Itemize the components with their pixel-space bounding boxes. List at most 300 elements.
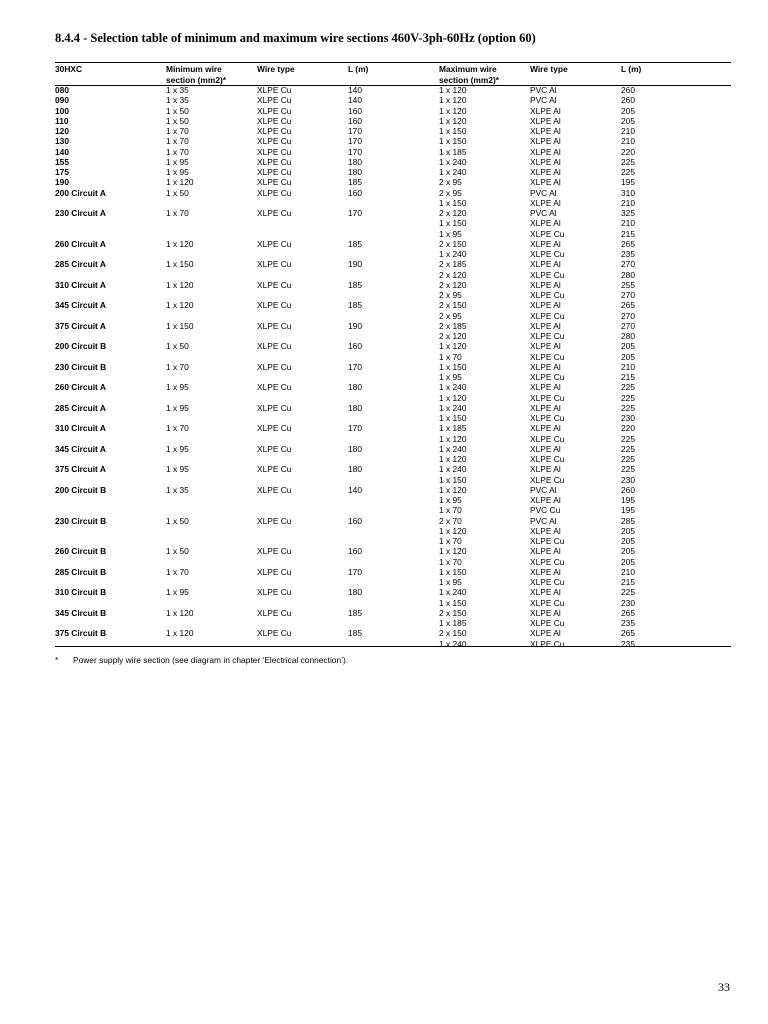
min-section-cell: 1 x 70 xyxy=(166,146,189,157)
max-wire-type-cell: XLPE Al xyxy=(530,126,561,136)
max-section-cell: 2 x 95 xyxy=(439,177,462,188)
max-length-cell: 265 xyxy=(621,300,635,311)
max-section-cell: 1 x 240 xyxy=(439,382,467,393)
min-length-cell: 180 xyxy=(348,382,362,393)
wire-section-table xyxy=(55,64,731,649)
max-wire-type-cell: XLPE Al xyxy=(530,177,561,188)
min-section-cell xyxy=(166,331,257,341)
max-length-cell: 260 xyxy=(621,85,635,95)
min-section-cell: 1 x 70 xyxy=(166,208,189,218)
max-section-cell: 2 x 185 xyxy=(439,259,467,270)
model-cell xyxy=(55,505,166,515)
min-wire-type-cell: XLPE Cu xyxy=(257,382,292,393)
min-length-cell: 190 xyxy=(348,259,362,270)
min-section-cell: 1 x 70 xyxy=(166,136,189,147)
table-row xyxy=(55,218,731,228)
header-max-length: L (m) xyxy=(621,64,642,74)
min-length-cell xyxy=(348,536,439,546)
max-section-cell: 2 x 185 xyxy=(439,320,467,331)
max-section-cell: 1 x 70 xyxy=(439,536,462,546)
table-row xyxy=(55,495,731,505)
table-row xyxy=(55,413,731,423)
table-body xyxy=(55,85,731,649)
model-cell: 375 Circuit B xyxy=(55,628,107,639)
model-cell: 310 Circuit A xyxy=(55,279,106,290)
max-section-cell: 2 x 150 xyxy=(439,238,467,249)
min-section-cell xyxy=(166,577,257,587)
min-length-cell: 170 xyxy=(348,361,362,372)
max-section-cell: 1 x 120 xyxy=(439,454,467,464)
min-wire-type-cell xyxy=(257,475,348,485)
model-cell: 375 Circuit A xyxy=(55,320,106,331)
min-wire-type-cell xyxy=(257,639,348,649)
table-row xyxy=(55,546,731,556)
min-length-cell xyxy=(348,526,439,536)
min-length-cell: 180 xyxy=(348,156,362,167)
max-wire-type-cell: XLPE Al xyxy=(530,279,561,290)
max-length-cell: 205 xyxy=(621,525,635,536)
max-wire-type-cell: PVC Al xyxy=(530,85,557,95)
min-length-cell: 160 xyxy=(348,515,362,526)
min-section-cell xyxy=(166,249,257,259)
max-length-cell: 230 xyxy=(621,413,635,423)
min-wire-type-cell: XLPE Cu xyxy=(257,443,292,454)
max-section-cell: 1 x 240 xyxy=(439,638,467,649)
min-length-cell xyxy=(348,639,439,649)
max-length-cell: 205 xyxy=(621,351,635,362)
table-row xyxy=(55,249,731,259)
max-section-cell: 2 x 95 xyxy=(439,310,462,321)
max-length-cell: 265 xyxy=(621,628,635,639)
max-length-cell: 265 xyxy=(621,607,635,618)
min-wire-type-cell xyxy=(257,331,348,341)
model-cell: 260 Circuit A xyxy=(55,382,106,393)
min-length-cell: 185 xyxy=(348,628,362,639)
max-length-cell: 280 xyxy=(621,331,635,341)
section-title: 8.4.4 - Selection table of minimum and maximum wire sections 460V-3ph-60Hz (option 60) xyxy=(55,31,536,45)
min-wire-type-cell: XLPE Cu xyxy=(257,187,292,198)
max-section-cell: 1 x 185 xyxy=(439,618,467,628)
model-cell: 100 xyxy=(55,105,69,116)
min-section-cell: 1 x 35 xyxy=(166,484,189,495)
max-length-cell: 205 xyxy=(621,556,635,567)
max-length-cell: 225 xyxy=(621,464,635,475)
min-section-cell xyxy=(166,557,257,567)
min-length-cell xyxy=(348,372,439,382)
max-section-cell: 1 x 150 xyxy=(439,197,467,208)
max-wire-type-cell: XLPE Al xyxy=(530,197,561,208)
min-length-cell: 170 xyxy=(348,423,362,434)
min-length-cell: 140 xyxy=(348,95,362,106)
min-section-cell: 1 x 70 xyxy=(166,566,189,577)
min-wire-type-cell xyxy=(257,434,348,444)
model-cell: 200 Circuit B xyxy=(55,484,107,495)
max-wire-type-cell: XLPE Al xyxy=(530,546,561,557)
min-section-cell: 1 x 95 xyxy=(166,443,189,454)
header-bottom-rule xyxy=(55,85,731,86)
min-length-cell: 170 xyxy=(348,146,362,157)
max-length-cell: 205 xyxy=(621,115,635,126)
max-length-cell: 205 xyxy=(621,536,635,546)
model-cell: 345 Circuit A xyxy=(55,300,106,311)
min-wire-type-cell: XLPE Cu xyxy=(257,515,292,526)
table-row xyxy=(55,403,731,413)
max-length-cell: 230 xyxy=(621,474,635,485)
min-section-cell: 1 x 120 xyxy=(166,607,194,618)
max-length-cell: 220 xyxy=(621,146,635,157)
min-section-cell: 1 x 120 xyxy=(166,628,194,639)
max-wire-type-cell: XLPE Al xyxy=(530,136,561,147)
model-cell: 310 Circuit A xyxy=(55,423,106,434)
max-length-cell: 255 xyxy=(621,279,635,290)
min-length-cell xyxy=(348,598,439,608)
max-length-cell: 195 xyxy=(621,177,635,188)
min-length-cell xyxy=(348,454,439,464)
header-max-wire-type: Wire type xyxy=(530,64,568,74)
min-length-cell xyxy=(348,505,439,515)
max-length-cell: 235 xyxy=(621,249,635,259)
model-cell: 285 Circuit A xyxy=(55,402,106,413)
max-wire-type-cell: XLPE Cu xyxy=(530,310,565,321)
min-wire-type-cell xyxy=(257,577,348,587)
model-cell xyxy=(55,290,166,300)
max-length-cell: 285 xyxy=(621,515,635,526)
max-length-cell: 225 xyxy=(621,454,635,464)
min-wire-type-cell: XLPE Cu xyxy=(257,177,292,188)
table-row xyxy=(55,567,731,577)
header-min-wire-type-line2 xyxy=(257,75,348,86)
table-row xyxy=(55,85,731,95)
model-cell: 090 xyxy=(55,95,69,106)
max-section-cell: 1 x 120 xyxy=(439,392,467,403)
min-length-cell: 180 xyxy=(348,167,362,177)
max-length-cell: 205 xyxy=(621,105,635,116)
min-section-cell: 1 x 120 xyxy=(166,238,194,249)
min-length-cell: 160 xyxy=(348,546,362,557)
min-section-cell xyxy=(166,413,257,423)
max-wire-type-cell: XLPE Cu xyxy=(530,228,565,239)
min-length-cell xyxy=(348,352,439,362)
min-section-cell xyxy=(166,352,257,362)
model-cell: 285 Circuit B xyxy=(55,566,107,577)
model-cell xyxy=(55,352,166,362)
max-wire-type-cell: XLPE Al xyxy=(530,607,561,618)
table-row xyxy=(55,300,731,310)
max-length-cell: 235 xyxy=(621,638,635,649)
max-length-cell: 210 xyxy=(621,218,635,229)
max-section-cell: 1 x 150 xyxy=(439,218,467,229)
min-section-cell xyxy=(166,434,257,444)
min-section-cell: 1 x 150 xyxy=(166,320,194,331)
max-wire-type-cell: XLPE Al xyxy=(530,628,561,639)
min-length-cell: 170 xyxy=(348,208,362,218)
max-wire-type-cell: XLPE Al xyxy=(530,238,561,249)
max-wire-type-cell: PVC Al xyxy=(530,187,557,198)
min-wire-type-cell xyxy=(257,198,348,208)
page-number: 33 xyxy=(718,980,730,994)
min-wire-type-cell xyxy=(257,454,348,464)
min-section-cell: 1 x 50 xyxy=(166,546,189,557)
max-section-cell: 1 x 70 xyxy=(439,505,462,516)
max-wire-type-cell: XLPE Al xyxy=(530,423,561,434)
min-length-cell xyxy=(348,270,439,280)
max-wire-type-cell: XLPE Cu xyxy=(530,351,565,362)
max-section-cell: 2 x 150 xyxy=(439,607,467,618)
min-length-cell xyxy=(348,413,439,423)
header-max-wire-type-line2 xyxy=(530,75,621,86)
max-section-cell: 1 x 240 xyxy=(439,443,467,454)
max-section-cell: 1 x 120 xyxy=(439,95,467,106)
model-cell: 155 xyxy=(55,156,69,167)
table-row xyxy=(55,116,731,126)
max-wire-type-cell: XLPE Al xyxy=(530,464,561,475)
max-wire-type-cell: XLPE Cu xyxy=(530,392,565,403)
max-length-cell: 280 xyxy=(621,269,635,280)
model-cell xyxy=(55,536,166,546)
min-wire-type-cell: XLPE Cu xyxy=(257,423,292,434)
min-wire-type-cell: XLPE Cu xyxy=(257,105,292,116)
footnote xyxy=(55,655,348,665)
max-wire-type-cell: XLPE Cu xyxy=(530,577,565,587)
footnote-text: Power supply wire section (see diagram in chapter ‘Electrical connection’). xyxy=(73,655,349,665)
table-row xyxy=(55,505,731,515)
min-length-cell: 140 xyxy=(348,85,362,95)
table-row xyxy=(55,198,731,208)
min-length-cell: 185 xyxy=(348,177,362,188)
model-cell xyxy=(55,454,166,464)
min-wire-type-cell: XLPE Cu xyxy=(257,587,292,598)
min-length-cell xyxy=(348,557,439,567)
model-cell xyxy=(55,249,166,259)
max-wire-type-cell: XLPE Al xyxy=(530,566,561,577)
min-wire-type-cell: XLPE Cu xyxy=(257,484,292,495)
max-section-cell: 1 x 95 xyxy=(439,577,462,587)
max-section-cell: 1 x 70 xyxy=(439,351,462,362)
max-section-cell: 1 x 150 xyxy=(439,474,467,485)
min-wire-type-cell: XLPE Cu xyxy=(257,546,292,557)
header-max-section: Maximum wire xyxy=(439,64,497,74)
min-section-cell: 1 x 120 xyxy=(166,177,194,188)
table-row xyxy=(55,434,731,444)
min-section-cell: 1 x 95 xyxy=(166,167,189,177)
table-row xyxy=(55,177,731,187)
table-row xyxy=(55,352,731,362)
max-length-cell: 270 xyxy=(621,320,635,331)
model-cell xyxy=(55,639,166,649)
min-section-cell xyxy=(166,229,257,239)
min-wire-type-cell: XLPE Cu xyxy=(257,341,292,352)
header-min-wire-type: Wire type xyxy=(257,64,295,74)
max-section-cell: 1 x 120 xyxy=(439,341,467,352)
model-cell: 110 xyxy=(55,115,69,126)
min-wire-type-cell xyxy=(257,270,348,280)
max-section-cell: 1 x 240 xyxy=(439,402,467,413)
header-min-section: Minimum wire xyxy=(166,64,222,74)
max-section-cell: 1 x 240 xyxy=(439,464,467,475)
table-row xyxy=(55,341,731,351)
min-wire-type-cell: XLPE Cu xyxy=(257,320,292,331)
min-section-cell xyxy=(166,290,257,300)
table-row xyxy=(55,270,731,280)
max-section-cell: 1 x 240 xyxy=(439,249,467,259)
model-cell: 175 xyxy=(55,167,69,177)
table-row xyxy=(55,618,731,628)
header-min-section-line2: section (mm2)* xyxy=(166,74,227,85)
min-length-cell xyxy=(348,198,439,208)
model-cell: 375 Circuit A xyxy=(55,464,106,475)
min-wire-type-cell xyxy=(257,495,348,505)
max-length-cell: 260 xyxy=(621,484,635,495)
model-cell xyxy=(55,413,166,423)
table-row xyxy=(55,239,731,249)
max-wire-type-cell: XLPE Cu xyxy=(530,454,565,464)
max-length-cell: 210 xyxy=(621,136,635,147)
table-row xyxy=(55,628,731,638)
min-length-cell xyxy=(348,229,439,239)
min-wire-type-cell xyxy=(257,311,348,321)
model-cell: 260 Circuit B xyxy=(55,546,107,557)
min-wire-type-cell: XLPE Cu xyxy=(257,607,292,618)
min-section-cell: 1 x 50 xyxy=(166,115,189,126)
min-wire-type-cell xyxy=(257,249,348,259)
min-section-cell: 1 x 50 xyxy=(166,515,189,526)
min-wire-type-cell xyxy=(257,526,348,536)
model-cell: 200 Circuit A xyxy=(55,187,106,198)
max-section-cell: 1 x 150 xyxy=(439,597,467,608)
max-wire-type-cell: XLPE Al xyxy=(530,115,561,126)
min-wire-type-cell: XLPE Cu xyxy=(257,279,292,290)
max-wire-type-cell: XLPE Al xyxy=(530,443,561,454)
max-section-cell: 1 x 95 xyxy=(439,372,462,382)
min-section-cell xyxy=(166,618,257,628)
table-row xyxy=(55,587,731,597)
model-cell: 285 Circuit A xyxy=(55,259,106,270)
min-wire-type-cell: XLPE Cu xyxy=(257,115,292,126)
min-section-cell: 1 x 120 xyxy=(166,300,194,311)
table-row xyxy=(55,372,731,382)
min-length-cell xyxy=(348,434,439,444)
max-wire-type-cell: XLPE Al xyxy=(530,402,561,413)
header-min-length-line2 xyxy=(348,75,439,86)
min-length-cell: 180 xyxy=(348,464,362,475)
min-wire-type-cell: XLPE Cu xyxy=(257,402,292,413)
max-wire-type-cell: XLPE Cu xyxy=(530,269,565,280)
min-section-cell: 1 x 50 xyxy=(166,341,189,352)
max-length-cell: 195 xyxy=(621,495,635,505)
max-wire-type-cell: XLPE Cu xyxy=(530,413,565,423)
max-section-cell: 2 x 150 xyxy=(439,300,467,311)
max-wire-type-cell: XLPE Cu xyxy=(530,372,565,382)
min-section-cell xyxy=(166,218,257,228)
max-length-cell: 210 xyxy=(621,566,635,577)
min-length-cell: 185 xyxy=(348,279,362,290)
min-length-cell: 160 xyxy=(348,115,362,126)
max-section-cell: 1 x 150 xyxy=(439,361,467,372)
table-row xyxy=(55,608,731,618)
max-section-cell: 1 x 150 xyxy=(439,126,467,136)
min-length-cell xyxy=(348,577,439,587)
max-length-cell: 265 xyxy=(621,238,635,249)
model-cell xyxy=(55,526,166,536)
model-cell xyxy=(55,218,166,228)
min-length-cell: 160 xyxy=(348,105,362,116)
min-section-cell xyxy=(166,393,257,403)
max-section-cell: 2 x 120 xyxy=(439,269,467,280)
max-section-cell: 1 x 185 xyxy=(439,146,467,157)
max-section-cell: 1 x 120 xyxy=(439,105,467,116)
min-section-cell: 1 x 35 xyxy=(166,85,189,95)
min-length-cell: 180 xyxy=(348,443,362,454)
min-length-cell xyxy=(348,311,439,321)
max-wire-type-cell: XLPE Cu xyxy=(530,290,565,300)
table-row xyxy=(55,229,731,239)
table-row xyxy=(55,259,731,269)
max-wire-type-cell: XLPE Al xyxy=(530,341,561,352)
min-section-cell: 1 x 50 xyxy=(166,187,189,198)
max-wire-type-cell: PVC Al xyxy=(530,95,557,106)
max-length-cell: 210 xyxy=(621,361,635,372)
table-bottom-rule xyxy=(55,646,731,647)
max-length-cell: 210 xyxy=(621,126,635,136)
model-cell: 080 xyxy=(55,85,69,95)
model-cell xyxy=(55,229,166,239)
min-section-cell xyxy=(166,536,257,546)
header-max-length-line2 xyxy=(621,75,731,86)
min-wire-type-cell xyxy=(257,352,348,362)
table-row xyxy=(55,423,731,433)
max-wire-type-cell: XLPE Al xyxy=(530,259,561,270)
max-section-cell: 1 x 185 xyxy=(439,423,467,434)
min-length-cell: 185 xyxy=(348,238,362,249)
max-length-cell: 205 xyxy=(621,546,635,557)
max-section-cell: 2 x 120 xyxy=(439,208,467,218)
max-section-cell: 1 x 95 xyxy=(439,228,462,239)
max-length-cell: 225 xyxy=(621,167,635,177)
max-section-cell: 1 x 70 xyxy=(439,556,462,567)
max-wire-type-cell: XLPE Cu xyxy=(530,474,565,485)
table-row xyxy=(55,362,731,372)
table-row xyxy=(55,147,731,157)
max-length-cell: 225 xyxy=(621,392,635,403)
min-wire-type-cell: XLPE Cu xyxy=(257,95,292,106)
table-row xyxy=(55,157,731,167)
max-length-cell: 230 xyxy=(621,597,635,608)
max-length-cell: 215 xyxy=(621,577,635,587)
min-wire-type-cell: XLPE Cu xyxy=(257,628,292,639)
table-row xyxy=(55,311,731,321)
table-top-rule xyxy=(55,62,731,63)
min-length-cell: 180 xyxy=(348,587,362,598)
max-wire-type-cell: XLPE Cu xyxy=(530,597,565,608)
max-wire-type-cell: XLPE Al xyxy=(530,156,561,167)
max-section-cell: 2 x 120 xyxy=(439,279,467,290)
model-cell: 140 xyxy=(55,146,69,157)
table-row xyxy=(55,526,731,536)
min-wire-type-cell xyxy=(257,557,348,567)
table-row xyxy=(55,557,731,567)
min-wire-type-cell: XLPE Cu xyxy=(257,136,292,147)
min-section-cell xyxy=(166,372,257,382)
table-row xyxy=(55,126,731,136)
max-section-cell: 1 x 95 xyxy=(439,495,462,505)
min-length-cell: 160 xyxy=(348,187,362,198)
max-wire-type-cell: XLPE Cu xyxy=(530,433,565,444)
max-wire-type-cell: XLPE Al xyxy=(530,382,561,393)
min-section-cell xyxy=(166,495,257,505)
table-row xyxy=(55,393,731,403)
min-length-cell: 190 xyxy=(348,320,362,331)
min-length-cell xyxy=(348,475,439,485)
